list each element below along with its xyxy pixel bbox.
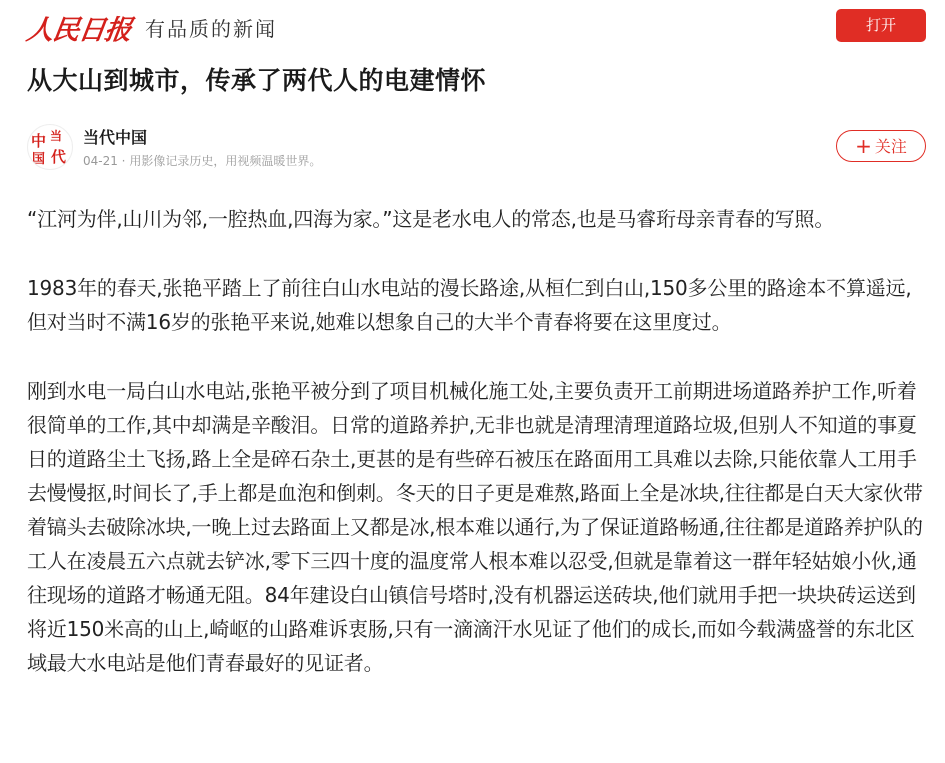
article-title: 从大山到城市，传承了两代人的电建情怀 <box>27 66 487 95</box>
avatar-char-4: 代 <box>51 148 67 166</box>
article-paragraph-3: 刚到水电一局白山水电站,张艳平被分到了项目机械化施工处,主要负责开工前期进场道路养护工作,听着很简单的工作,其中却满是辛酸泪。日常的道路养护,无非也就是清理清理道路垃圾,但别人不知道的事夏日的道路尘土飞扬,路上全是碎石杂土,更甚的是有些碎石被压在路面用工具难以去除,只能依靠人工用手去慢慢抠,时间长了,手上都是血泡和倒刺。冬天的日子更是难熬,路面上全是冰块,往往都是白天大家伙带着镐头去破除冰块,一晚上过去路面上又都是冰,根本难以通行,为了保证道路畅通,往往都是道路养护队的工人在凌晨五六点就去铲冰,零下三四十度的温度常人根本难以忍受,但就是靠着这一群年轻姑娘小伙,通往现场的道路才畅通无阻。84年建设白山镇信号塔时,没有机器运送砖块,他们就用手把一块块砖运送到将近150米高的山上,崎岖的山路难诉衷肠,只有一滴滴汗水见证了他们的成长,而如今载满盛誉的东北区域最大水电站是他们青春最好的见证者。 <box>27 379 923 675</box>
brand[interactable] <box>24 9 277 46</box>
article-paragraph-1: “江河为伴,山川为邻,一腔热血,四海为家。”这是老水电人的常态,也是马睿珩母亲青春的写照。 <box>27 207 835 231</box>
brand-logo[interactable]: 人民日报 <box>24 14 133 46</box>
open-app-button[interactable]: 打开 <box>836 9 926 42</box>
author-avatar-logo <box>28 125 72 169</box>
author-name[interactable]: 当代中国 <box>83 128 148 147</box>
top-bar <box>0 0 945 52</box>
avatar-char-1: 中 <box>31 132 47 150</box>
follow-label: 关注 <box>874 137 907 156</box>
article-body <box>27 202 927 715</box>
follow-button[interactable] <box>836 130 926 162</box>
plus-icon: + <box>855 134 872 158</box>
avatar-char-3: 国 <box>32 152 46 167</box>
author-avatar[interactable] <box>27 124 73 170</box>
author-meta: 04-21 · 用影像记录历史，用视频温暖世界。 <box>83 154 322 168</box>
avatar-char-2: 当 <box>50 129 63 143</box>
article-paragraph-2: 1983年的春天,张艳平踏上了前往白山水电站的漫长路途,从桓仁到白山,150多公里的路途本不算遥远,但对当时不满16岁的张艳平来说,她难以想象自己的大半个青春将要在这里度过。 <box>27 276 912 334</box>
brand-slogan: 有品质的新闻 <box>145 16 277 41</box>
